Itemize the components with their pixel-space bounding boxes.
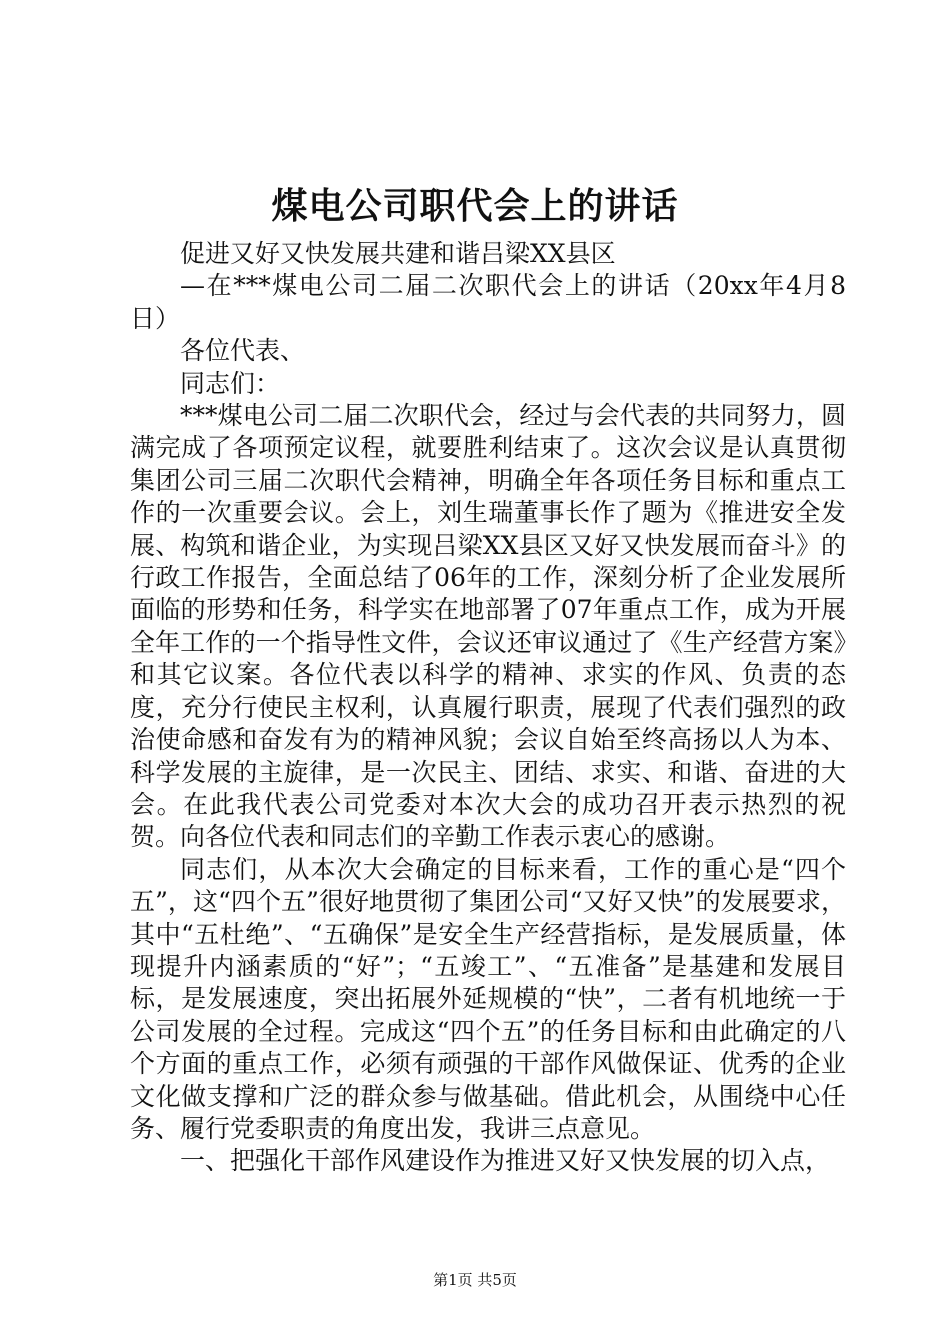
- speech-occasion-line: —在***煤电公司二届二次职代会上的讲话（20xx年4月8日）: [130, 271, 846, 333]
- salutation-delegates: 各位代表、: [180, 336, 306, 366]
- body-paragraph: ***煤电公司二届二次职代会，经过与会代表的共同努力，圆满完成了各项预定议程，就要胜利结束了。这次会议是认真贯彻集团公司三届二次职代会精神，明确全年各项任务目标和重点工作的一次重要会议。会上，刘生瑞董事长作了题为《推进安全发展、构筑和谐企业，为实现吕梁XX县区又好又快发展而奋斗》的行政工作报告，全面总结了06年的工作，深刻分析了企业发展所面临的形势和任务，科学实在地部署了07年重点工作，成为开展全年工作的一个指导性文件，会议还审议通过了《生产经营方案》和其它议案。各位代表以科学的精神、求实的作风、负责的态度，充分行使民主权利，认真履行职责，展现了代表们强烈的政治使命感和奋发有为的精神风貌；会议自始至终高扬以人为本、科学发展的主旋律，是一次民主、团结、求实、和谐、奋进的大会。在此我代表公司党委对本次大会的成功召开表示热烈的祝贺。向各位代表和同志们的辛勤工作表示衷心的感谢。: [130, 401, 846, 852]
- subtitle-line: 促进又好又快发展共建和谐吕梁XX县区: [180, 239, 616, 268]
- section-heading: 一、把强化干部作风建设作为推进又好又快发展的切入点，: [180, 1146, 831, 1176]
- page-number-footer: 第1页 共5页: [433, 1271, 517, 1289]
- document-body: [130, 238, 846, 1178]
- salutation-comrades: 同志们：: [180, 368, 281, 398]
- body-paragraph: 同志们，从本次大会确定的目标来看，工作的重心是“四个五”，这“四个五”很好地贯彻了集团公司“又好又快”的发展要求，其中“五杜绝”、“五确保”是安全生产经营指标，是发展质量，体现提升内涵素质的“好”；“五竣工”、“五准备”是基建和发展目标，是发展速度，突出拓展外延规模的“快”，二者有机地统一于公司发展的全过程。完成这“四个五”的任务目标和由此确定的八个方面的重点工作，必须有顽强的干部作风做保证、优秀的企业文化做支撑和广泛的群众参与做基础。借此机会，从围绕中心任务、履行党委职责的角度出发，我讲三点意见。: [130, 854, 846, 1143]
- document-title: 煤电公司职代会上的讲话: [271, 185, 679, 227]
